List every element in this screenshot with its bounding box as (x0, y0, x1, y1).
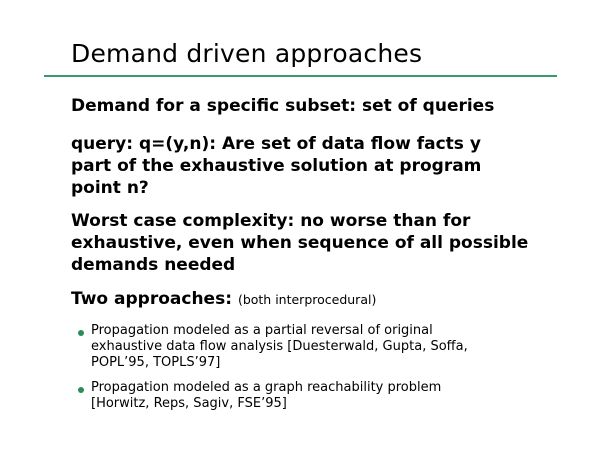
paragraph-line: Worst case complexity: no worse than for (71, 211, 471, 231)
bullet-item (71, 323, 551, 371)
bullet-line: Propagation modeled as a partial reversal of original (91, 323, 433, 338)
two-approaches-note: (both interprocedural) (237, 292, 377, 307)
paragraph-worst-case-complexity (71, 210, 561, 276)
bullet-line: POPL’95, TOPLS’97] (91, 355, 221, 370)
paragraph-demand-subset (71, 95, 561, 117)
title-divider (44, 75, 557, 77)
paragraph-line: point n? (71, 178, 149, 198)
slide-title: Demand driven approaches (71, 39, 423, 68)
bullet-icon (71, 323, 91, 339)
paragraph-line: Demand for a specific subset: set of queries (71, 96, 495, 116)
bullet-text (91, 323, 468, 371)
bullet-line: [Horwitz, Reps, Sagiv, FSE’95] (91, 396, 287, 411)
two-approaches-heading: Two approaches: (71, 289, 233, 309)
paragraph-line: demands needed (71, 255, 236, 275)
bullet-line: exhaustive data flow analysis [Duesterwald, Gupta, Soffa, (91, 339, 468, 354)
paragraph-query-definition (71, 133, 561, 199)
bullet-icon (71, 380, 91, 396)
bullet-item (71, 380, 551, 412)
paragraph-two-approaches (71, 288, 561, 311)
bullet-text (91, 380, 441, 412)
paragraph-line: query: q=(y,n): Are set of data flow facts y (71, 134, 481, 154)
paragraph-line: part of the exhaustive solution at program (71, 156, 482, 176)
paragraph-line: exhaustive, even when sequence of all possible (71, 233, 529, 253)
bullet-line: Propagation modeled as a graph reachability problem (91, 380, 442, 395)
